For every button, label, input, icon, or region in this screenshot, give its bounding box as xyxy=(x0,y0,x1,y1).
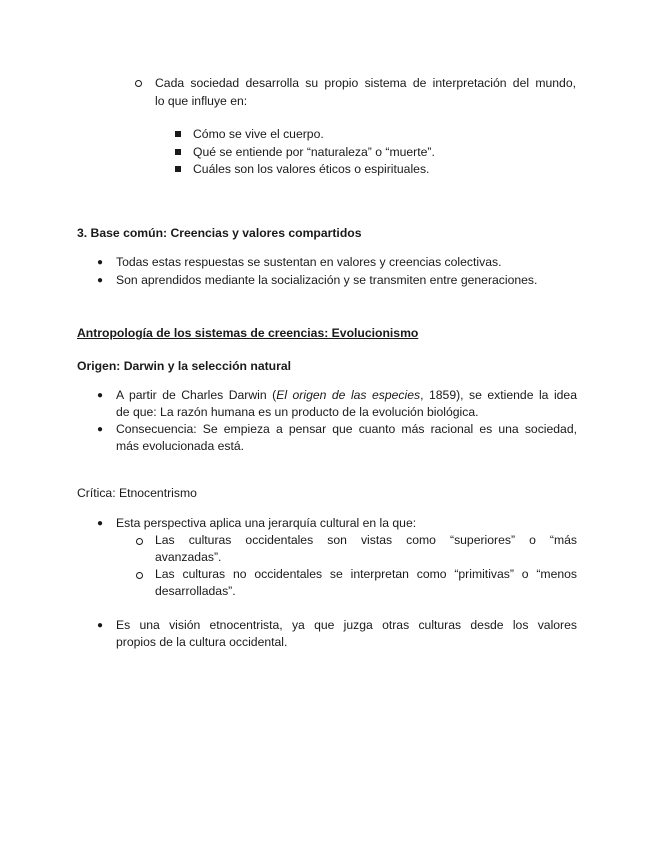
critica-sub2-line1: Las culturas no occidentales se interpretan como “primitivas” o “menos xyxy=(155,567,577,581)
dot-bullet-icon: ● xyxy=(97,424,104,435)
sub-item: Qué se entiende por “naturaleza” o “muerte”. xyxy=(193,145,435,159)
anthro-item1-line1: A partir de Charles Darwin (El origen de las especies, 1859), se extiende la idea xyxy=(116,388,577,402)
dot-bullet-icon: ● xyxy=(97,518,104,529)
critica-item1: Esta perspectiva aplica una jerarquía cultural en la que: xyxy=(116,516,417,530)
dot-bullet-icon: ● xyxy=(97,620,104,631)
critica-sub1-line1: Las culturas occidentales son vistas como “superiores” o “más xyxy=(155,533,577,547)
anthro-item1-line2: de que: La razón humana es un producto de la evolución biológica. xyxy=(116,405,479,419)
circle-bullet-icon xyxy=(136,538,143,545)
square-bullet-icon xyxy=(175,166,181,172)
section3-item: Son aprendidos mediante la socialización y se transmiten entre generaciones. xyxy=(116,273,538,287)
sub-item: Cómo se vive el cuerpo. xyxy=(193,127,324,141)
critica-item2-line2: propios de la cultura occidental. xyxy=(116,635,288,649)
dot-bullet-icon: ● xyxy=(97,257,104,268)
anthro-title: Antropología de los sistemas de creencias: Evolucionismo xyxy=(77,326,419,340)
origin-title: Origen: Darwin y la selección natural xyxy=(77,359,292,373)
dot-bullet-icon: ● xyxy=(97,390,104,401)
critica-item2-line1: Es una visión etnocentrista, ya que juzga otras culturas desde los valores xyxy=(116,618,577,632)
critica-sub2-line2: desarrolladas”. xyxy=(155,584,236,598)
square-bullet-icon xyxy=(175,131,181,137)
circle-bullet-icon xyxy=(136,572,143,579)
anthro-item2-line1: Consecuencia: Se empieza a pensar que cuanto más racional es una sociedad, xyxy=(116,422,577,436)
square-bullet-icon xyxy=(175,149,181,155)
circle-bullet-icon xyxy=(135,80,142,87)
anthro-item2-line2: más evolucionada está. xyxy=(116,439,245,453)
intro-item-line2: lo que influye en: xyxy=(155,94,248,108)
critica-title: Crítica: Etnocentrismo xyxy=(77,486,197,500)
critica-sub1-line2: avanzadas”. xyxy=(155,550,222,564)
section3-title: 3. Base común: Creencias y valores compartidos xyxy=(77,226,362,240)
dot-bullet-icon: ● xyxy=(97,275,104,286)
sub-item: Cuáles son los valores éticos o espirituales. xyxy=(193,162,430,176)
section3-item: Todas estas respuestas se sustentan en valores y creencias colectivas. xyxy=(116,255,502,269)
intro-item-line1: Cada sociedad desarrolla su propio sistema de interpretación del mundo, xyxy=(155,76,576,90)
